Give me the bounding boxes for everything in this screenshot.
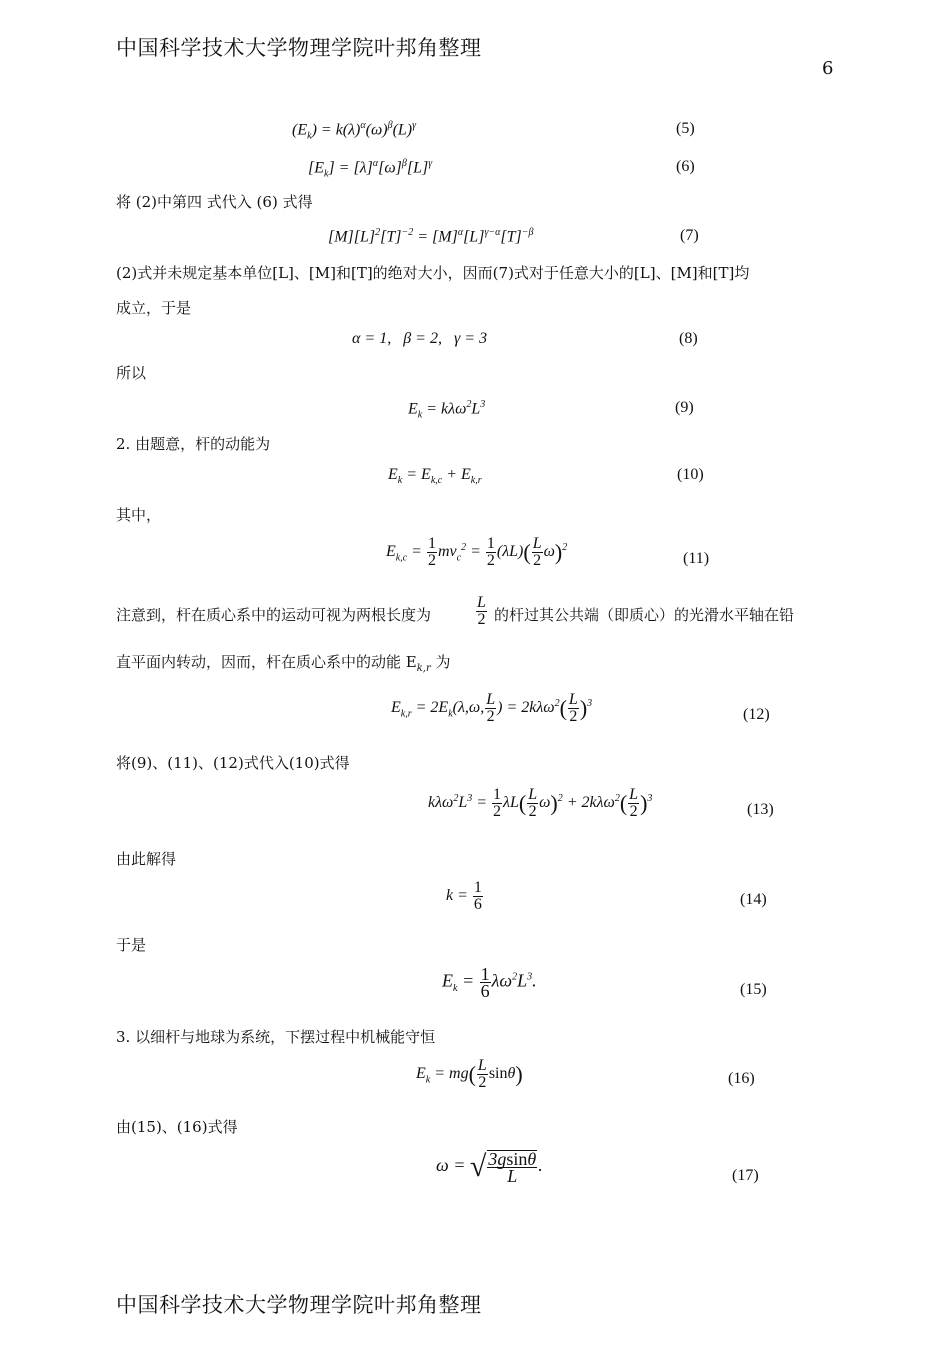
equation-11: $E_{k,c}$ = $\frac{1}{2}$ $mv_c^2$ = $\frac{1}{2}$ (λL)( $\frac{L}{2}$ ω)$^2$	[386, 535, 568, 569]
equation-number: (12)	[743, 706, 770, 723]
text-line: 3. 以细杆与地球为系统，下摆过程中机械能守恒	[116, 1028, 436, 1046]
equation-6: $[E_k] = [\lambda]^\alpha[\omega]^\beta[L]^\gamma$	[308, 158, 433, 180]
equation-15: $E_k$ = $\frac{1}{6}$ $\lambda\omega^2L^3$.	[442, 964, 537, 1001]
equation-number: (7)	[680, 227, 699, 244]
equation-16: $E_k = mg$( $\frac{L}{2}$ sinθ)	[416, 1057, 523, 1091]
equation-number: (16)	[728, 1070, 755, 1087]
equation-number: (15)	[740, 981, 767, 998]
text-line: 所以	[116, 364, 147, 382]
page-header: 中国科学技术大学物理学院叶邦角整理	[116, 36, 482, 60]
equation-number: (14)	[740, 891, 767, 908]
equation-10: $E_k = E_{k,c} + E_{k,r}$	[388, 466, 482, 487]
text-span: 直平面内转动，因而，杆在质心系中的动能 E	[116, 653, 417, 671]
text-line: (2)式并未规定基本单位[L]、[M]和[T]的绝对大小，因而(7)式对于任意大小的[L]、[M]和[T]均	[116, 264, 750, 282]
equation-5: $(E_k) = k(\lambda)^\alpha(\omega)^\beta(L)^\gamma$	[292, 120, 417, 142]
equation-number: (11)	[683, 550, 710, 567]
inline-fraction: $\frac{L}{2}$	[477, 594, 486, 628]
equation-7: $[M][L]^2[T]^{-2} = [M]^\alpha[L]^{\gamma-\alpha}[T]^{-\beta}$	[328, 227, 534, 246]
equation-13: $k\lambda\omega^2L^3$ = $\frac{1}{2}$ λL( $\frac{L}{2}$ ω)$^2$ + 2kλω$^2$( $\frac{L}{2}$ )$^3$	[428, 786, 653, 820]
text-line: 直平面内转动，因而，杆在质心系中的动能 $E_{k,r}$ 为	[116, 653, 451, 674]
text-line: 其中，	[116, 506, 162, 524]
text-line: 注意到，杆在质心系中的运动可视为两根长度为	[116, 606, 432, 624]
equation-number: (10)	[677, 466, 704, 483]
page-footer: 中国科学技术大学物理学院叶邦角整理	[116, 1293, 482, 1317]
text-line: 将(9)、(11)、(12)式代入(10)式得	[116, 754, 350, 772]
text-line: 成立，于是	[116, 299, 192, 317]
equation-number: (9)	[675, 399, 694, 416]
equation-number: (6)	[676, 158, 695, 175]
equation-number: (5)	[676, 120, 695, 137]
text-line: 由此解得	[116, 850, 177, 868]
text-line: 由(15)、(16)式得	[116, 1118, 238, 1136]
equation-number: (17)	[732, 1167, 759, 1184]
page-number: 6	[822, 58, 834, 79]
equation-9: $E_k = k\lambda\omega^2L^3$	[408, 399, 486, 421]
text-line: 的杆过其公共端（即质心）的光滑水平轴在铅	[494, 606, 795, 624]
equation-14: k = $\frac{1}{6}$	[446, 879, 482, 913]
text-line: 将 (2)中第四 式代入 (6) 式得	[116, 193, 313, 211]
equation-12: $E_{k,r} = 2E_k(\lambda,\omega$, $\frac{L}{2}$ ) = 2kλω$^2$( $\frac{L}{2}$ )$^3$	[391, 691, 593, 725]
equation-17: ω = √ $\frac{3gsin\theta}{L}$ .	[436, 1149, 543, 1186]
equation-number: (13)	[747, 801, 774, 818]
equation-8: α = 1, β = 2, γ = 3	[352, 330, 488, 347]
equation-number: (8)	[679, 330, 698, 347]
text-line: 于是	[116, 936, 147, 954]
text-span: 为	[435, 653, 451, 671]
text-line: 2. 由题意，杆的动能为	[116, 435, 271, 453]
